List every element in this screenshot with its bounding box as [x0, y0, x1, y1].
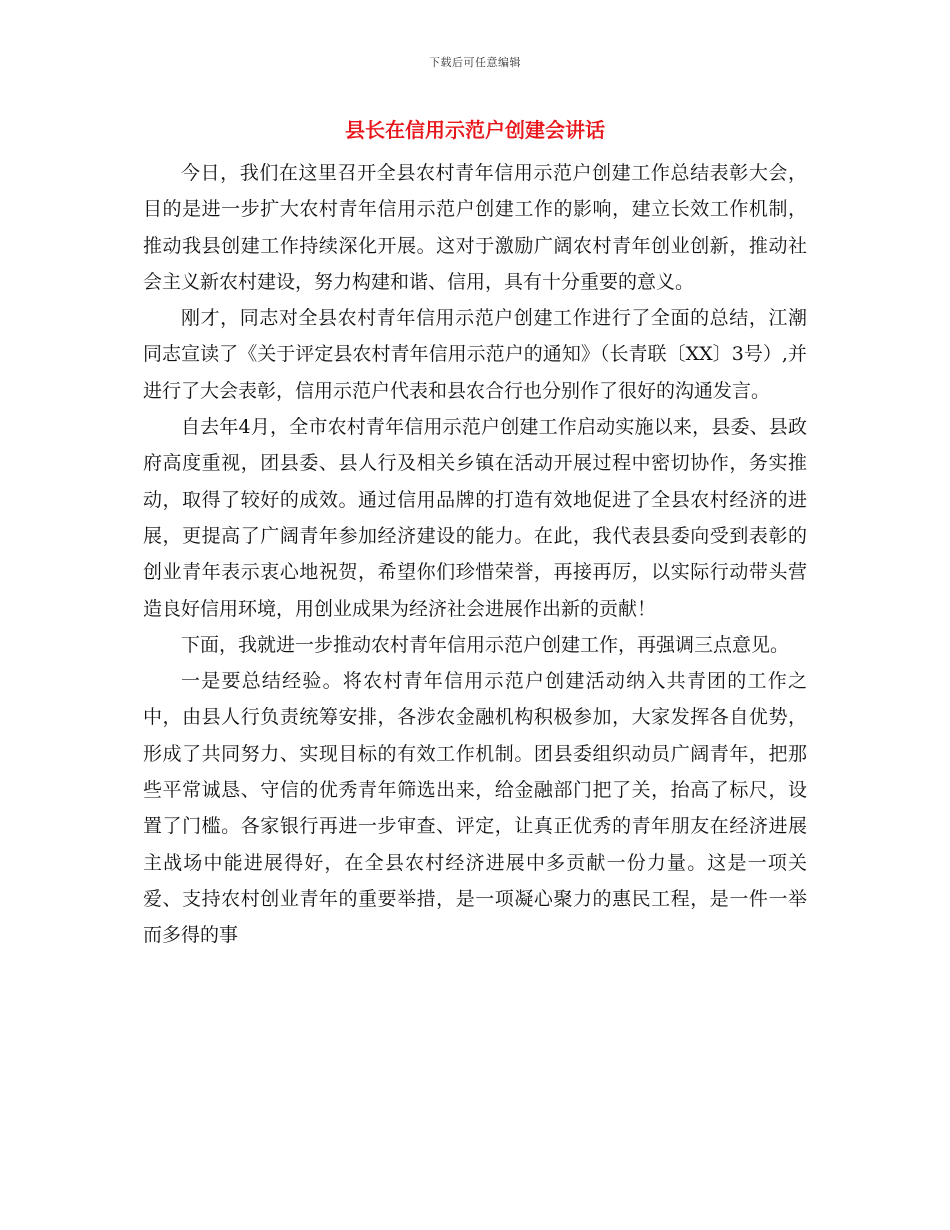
paragraph: 刚才，同志对全县农村青年信用示范户创建工作进行了全面的总结，江潮同志宣读了《关于评定县农村青年信用示范户的通知》（长青联〔XX〕3号）,并进行了大会表彰，信用示范户代表和县农合行也分别作了很好的沟通发言。 [143, 307, 807, 402]
document-body [143, 155, 807, 954]
document-title: 县长在信用示范户创建会讲话 [345, 118, 605, 142]
paragraph: 自去年4月，全市农村青年信用示范户创建工作启动实施以来，县委、县政府高度重视，团县委、县人行及相关乡镇在活动开展过程中密切协作，务实推动，取得了较好的成效。通过信用品牌的打造有效地促进了全县农村经济的进展，更提高了广阔青年参加经济建设的能力。在此，我代表县委向受到表彰的创业青年表示衷心地祝贺，希望你们珍惜荣誉，再接再厉，以实际行动带头营造良好信用环境，用创业成果为经济社会进展作出新的贡献！ [143, 416, 807, 620]
paragraph: 今日，我们在这里召开全县农村青年信用示范户创建工作总结表彰大会，目的是进一步扩大农村青年信用示范户创建工作的影响，建立长效工作机制，推动我县创建工作持续深化开展。这对于激励广阔农村青年创业创新，推动社会主义新农村建设，努力构建和谐、信用，具有十分重要的意义。 [143, 162, 807, 293]
paragraph: 一是要总结经验。将农村青年信用示范户创建活动纳入共青团的工作之中，由县人行负责统筹安排，各涉农金融机构积极参加，大家发挥各自优势，形成了共同努力、实现目标的有效工作机制。团县委组织动员广阔青年，把那些平常诚恳、守信的优秀青年筛选出来，给金融部门把了关，抬高了标尺，设置了门槛。各家银行再进一步审查、评定，让真正优秀的青年朋友在经济进展主战场中能进展得好，在全县农村经济进展中多贡献一份力量。这是一项关爱、支持农村创业青年的重要举措，是一项凝心聚力的惠民工程，是一件一举而多得的事 [143, 670, 807, 947]
header-note: 下载后可任意编辑 [429, 56, 521, 69]
paragraph: 下面，我就进一步推动农村青年信用示范户创建工作，再强调三点意见。 [181, 633, 790, 656]
